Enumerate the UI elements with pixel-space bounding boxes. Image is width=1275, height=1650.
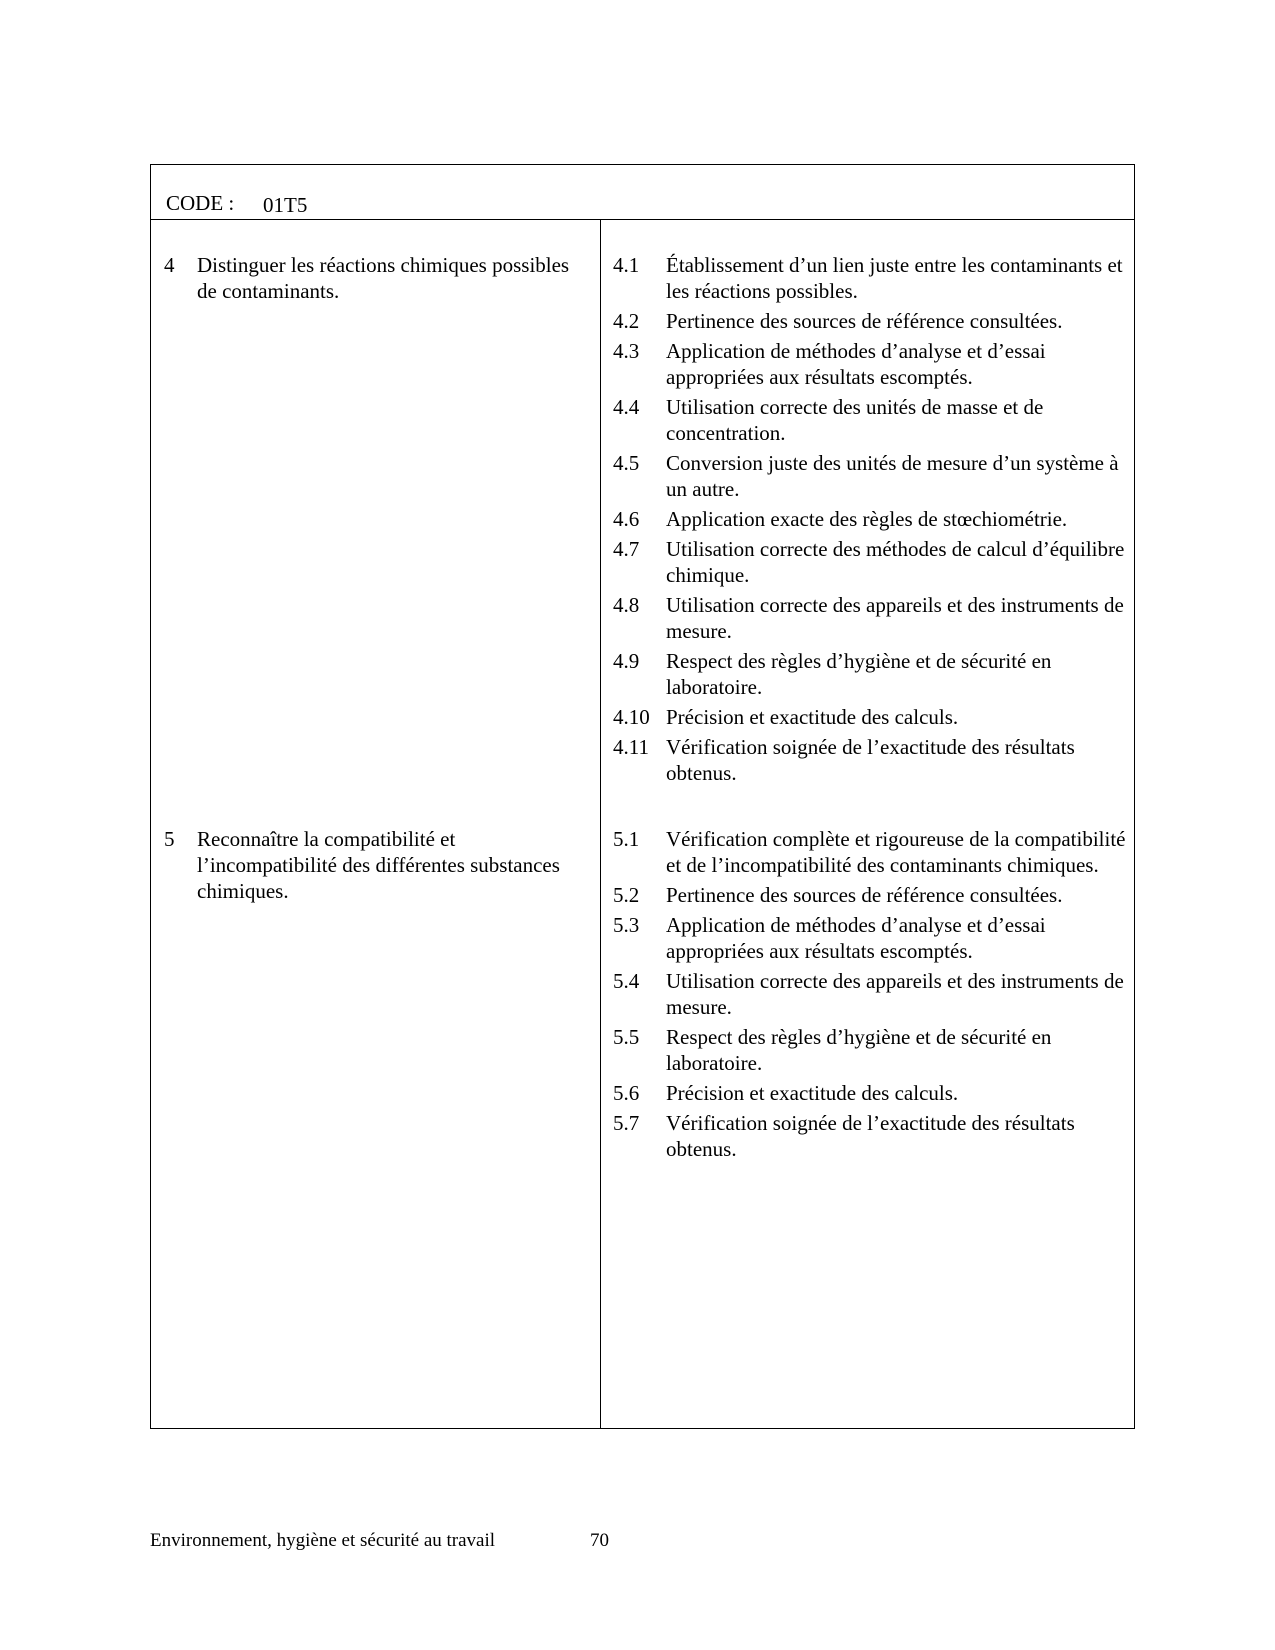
criterion-item [613,252,1128,304]
criterion-item [613,704,1128,730]
criterion-item [613,734,1128,786]
competency-statement: Distinguer les réactions chimiques possibles de contaminants. [197,253,570,303]
criterion-item [613,1080,1128,1106]
criterion-item [613,912,1128,964]
criteria-list-4 [613,252,1128,790]
criterion-text: Précision et exactitude des calculs. [666,705,959,729]
criterion-number: 4.10 [613,705,650,729]
criterion-item [613,648,1128,700]
criterion-text: Application de méthodes d’analyse et d’essai appropriées aux résultats escomptés. [666,339,1046,389]
criterion-number: 5.1 [613,827,640,851]
code-label: CODE : [166,191,235,215]
criterion-text: Établissement d’un lien juste entre les contaminants et les réactions possibles. [666,253,1123,303]
competency-statement: Reconnaître la compatibilité et l’incompatibilité des différentes substances chimiques. [197,827,560,903]
criterion-item [613,882,1128,908]
competency-number: 4 [164,253,175,277]
criterion-text: Vérification soignée de l’exactitude des résultats obtenus. [666,735,1075,785]
competency-4 [164,252,584,312]
criterion-text: Utilisation correcte des méthodes de calcul d’équilibre chimique. [666,537,1125,587]
criterion-item [613,968,1128,1020]
criterion-item [613,338,1128,390]
criterion-number: 4.4 [613,395,640,419]
criterion-item [613,450,1128,502]
criterion-item [613,506,1128,532]
criterion-text: Respect des règles d’hygiène et de sécurité en laboratoire. [666,1025,1052,1075]
criterion-text: Utilisation correcte des appareils et des instruments de mesure. [666,969,1124,1019]
criterion-number: 4.5 [613,451,640,475]
criterion-number: 5.4 [613,969,640,993]
criterion-text: Application de méthodes d’analyse et d’essai appropriées aux résultats escomptés. [666,913,1046,963]
criterion-text: Précision et exactitude des calculs. [666,1081,959,1105]
criterion-item [613,308,1128,334]
column-divider [600,219,601,1428]
criterion-item [613,826,1128,878]
criterion-number: 4.9 [613,649,640,673]
criterion-item [613,592,1128,644]
criterion-text: Conversion juste des unités de mesure d’un système à un autre. [666,451,1119,501]
criterion-number: 4.6 [613,507,640,531]
page-number: 70 [590,1530,609,1551]
criterion-number: 5.5 [613,1025,640,1049]
criterion-text: Pertinence des sources de référence consultées. [666,309,1063,333]
criterion-text: Utilisation correcte des appareils et des instruments de mesure. [666,593,1124,643]
criterion-number: 4.2 [613,309,640,333]
criterion-item [613,394,1128,446]
criterion-text: Vérification soignée de l’exactitude des résultats obtenus. [666,1111,1075,1161]
competency-table [150,164,1135,1429]
criterion-number: 4.1 [613,253,640,277]
criterion-number: 5.7 [613,1111,640,1135]
criterion-number: 5.6 [613,1081,640,1105]
criterion-text: Application exacte des règles de stœchiométrie. [666,507,1068,531]
criterion-item [613,1110,1128,1162]
competency-number: 5 [164,827,175,851]
footer-program-title: Environnement, hygiène et sécurité au travail [150,1530,496,1551]
code-value: 01T5 [263,193,308,217]
criterion-number: 4.11 [613,735,649,759]
criterion-text: Utilisation correcte des unités de masse et de concentration. [666,395,1044,445]
competency-5 [164,826,584,916]
criterion-text: Pertinence des sources de référence consultées. [666,883,1063,907]
criterion-number: 4.8 [613,593,640,617]
criterion-text: Vérification complète et rigoureuse de la compatibilité et de l’incompatibilité des contaminants chimiques. [666,827,1126,877]
criterion-number: 5.2 [613,883,640,907]
criterion-number: 4.7 [613,537,640,561]
criterion-text: Respect des règles d’hygiène et de sécurité en laboratoire. [666,649,1052,699]
criterion-item [613,1024,1128,1076]
criterion-number: 4.3 [613,339,640,363]
code-header-row [151,165,1134,220]
criterion-item [613,536,1128,588]
criteria-list-5 [613,826,1128,1166]
criterion-number: 5.3 [613,913,640,937]
